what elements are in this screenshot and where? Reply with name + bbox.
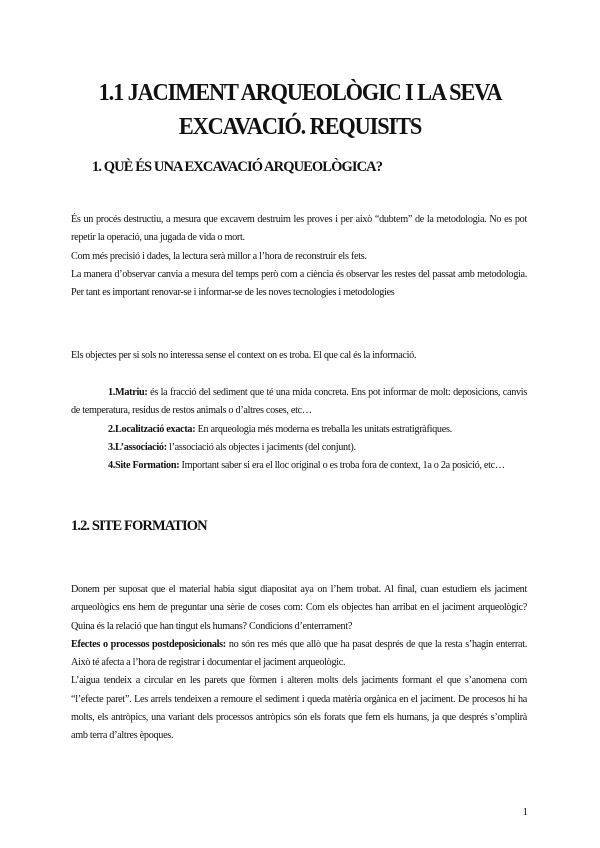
list-item-localitzacio	[71, 421, 527, 439]
section-heading-1: 1. QUÈ ÉS UNA EXCAVACIÓ ARQUEOLÒGICA?	[92, 159, 383, 175]
list-item-associacio	[71, 439, 527, 457]
paragraph-destructive-process: És un procés destructiu, a mesura que excavem destruim les proves i per això “dubtem” de la metodologia. No es pot repetir la operació, una jugada de vida o mort.	[71, 214, 527, 244]
page-number: 1	[522, 806, 528, 818]
paragraph-postdeposicionals	[71, 636, 527, 673]
list-item-label: 3.L’associació:	[108, 441, 167, 453]
paragraph-objects-context: Els objectes per si sols no interessa sense el context on es troba. El que cal és la informació.	[71, 350, 417, 361]
paragraph-aigua: L’aigua tendeix a circular en les parets que fòrmen i alteren molts dels jaciments formant el que s’anomena com “l’efecte paret”. Les arrels tendeixen a remoure el sediment i queda matèria orgànica en el jaciment. De procesos hi ha molts, els antròpics, una variant dels processos antròpics són els forats que fem els humans, ja que després s’omplirà amb terra d’altres èpoques.	[71, 675, 527, 742]
intro-paragraphs	[71, 211, 527, 302]
list-item-label: 1.Matriu:	[108, 387, 148, 398]
postdeposicionals-label: Efectes o processos postdeposicionals:	[71, 638, 226, 650]
list-item-label: 4.Site Formation:	[108, 460, 180, 472]
paragraph-suposat: Donem per suposat que el material habia sigut diapositat aya on l’hem trobat. Al final, cuan estudiem els jaciment arqueològics ens hem de preguntar una sèrie de coses com: Com els objectes han arribat en el jaciment arqueològic? Quina és la relació que han tingut els humans? Condicions d’enterrament?	[71, 584, 527, 632]
list-item-label: 2.Localització exacta:	[108, 423, 196, 435]
section-heading-2: 1.2. SITE FORMATION	[71, 518, 207, 534]
list-item-text: Important saber si era el lloc original o es troba fora de context, 1a o 2a posició, etc…	[179, 460, 505, 472]
list-item-site-formation	[71, 457, 527, 475]
paragraph-observation: La manera d’observar canvia a mesura del temps però com a ciència és observar les restes del passat amb metodologia. Per tant es important renovar-se i informar-se de les noves tecnologies i metodologies	[71, 268, 527, 299]
paragraph-precision: Com més precisió i dades, la lectura serà millor a l’hora de reconstruir els fets.	[71, 250, 367, 262]
document-title: 1.1 JACIMENT ARQUEOLÒGIC I LA SEVA EXCAVACIÓ. REQUISITS	[98, 80, 502, 140]
site-formation-paragraphs	[71, 581, 527, 746]
postdeposicionals-text: no són res més que allò que ha pasat després de que la resta s’hagin enterrat. Això té afecta a l’hora de registrar i documentar el jaciment arqueològic.	[71, 638, 527, 669]
list-item-text: és la fracció del sediment que té una mida concreta. Ens pot informar de molt: deposicions, canvis de temperatura, residus de restos animals o d’altres coses, etc…	[71, 387, 527, 417]
list-item-text: En arqueologia més moderna es treballa les unitats estratigràfiques.	[195, 423, 452, 435]
objects-paragraph-block	[71, 347, 527, 365]
requirements-list	[71, 384, 527, 475]
list-item-text: l’associació als objectes i jaciments (del conjunt).	[166, 441, 356, 453]
list-item-matriu	[71, 384, 527, 421]
